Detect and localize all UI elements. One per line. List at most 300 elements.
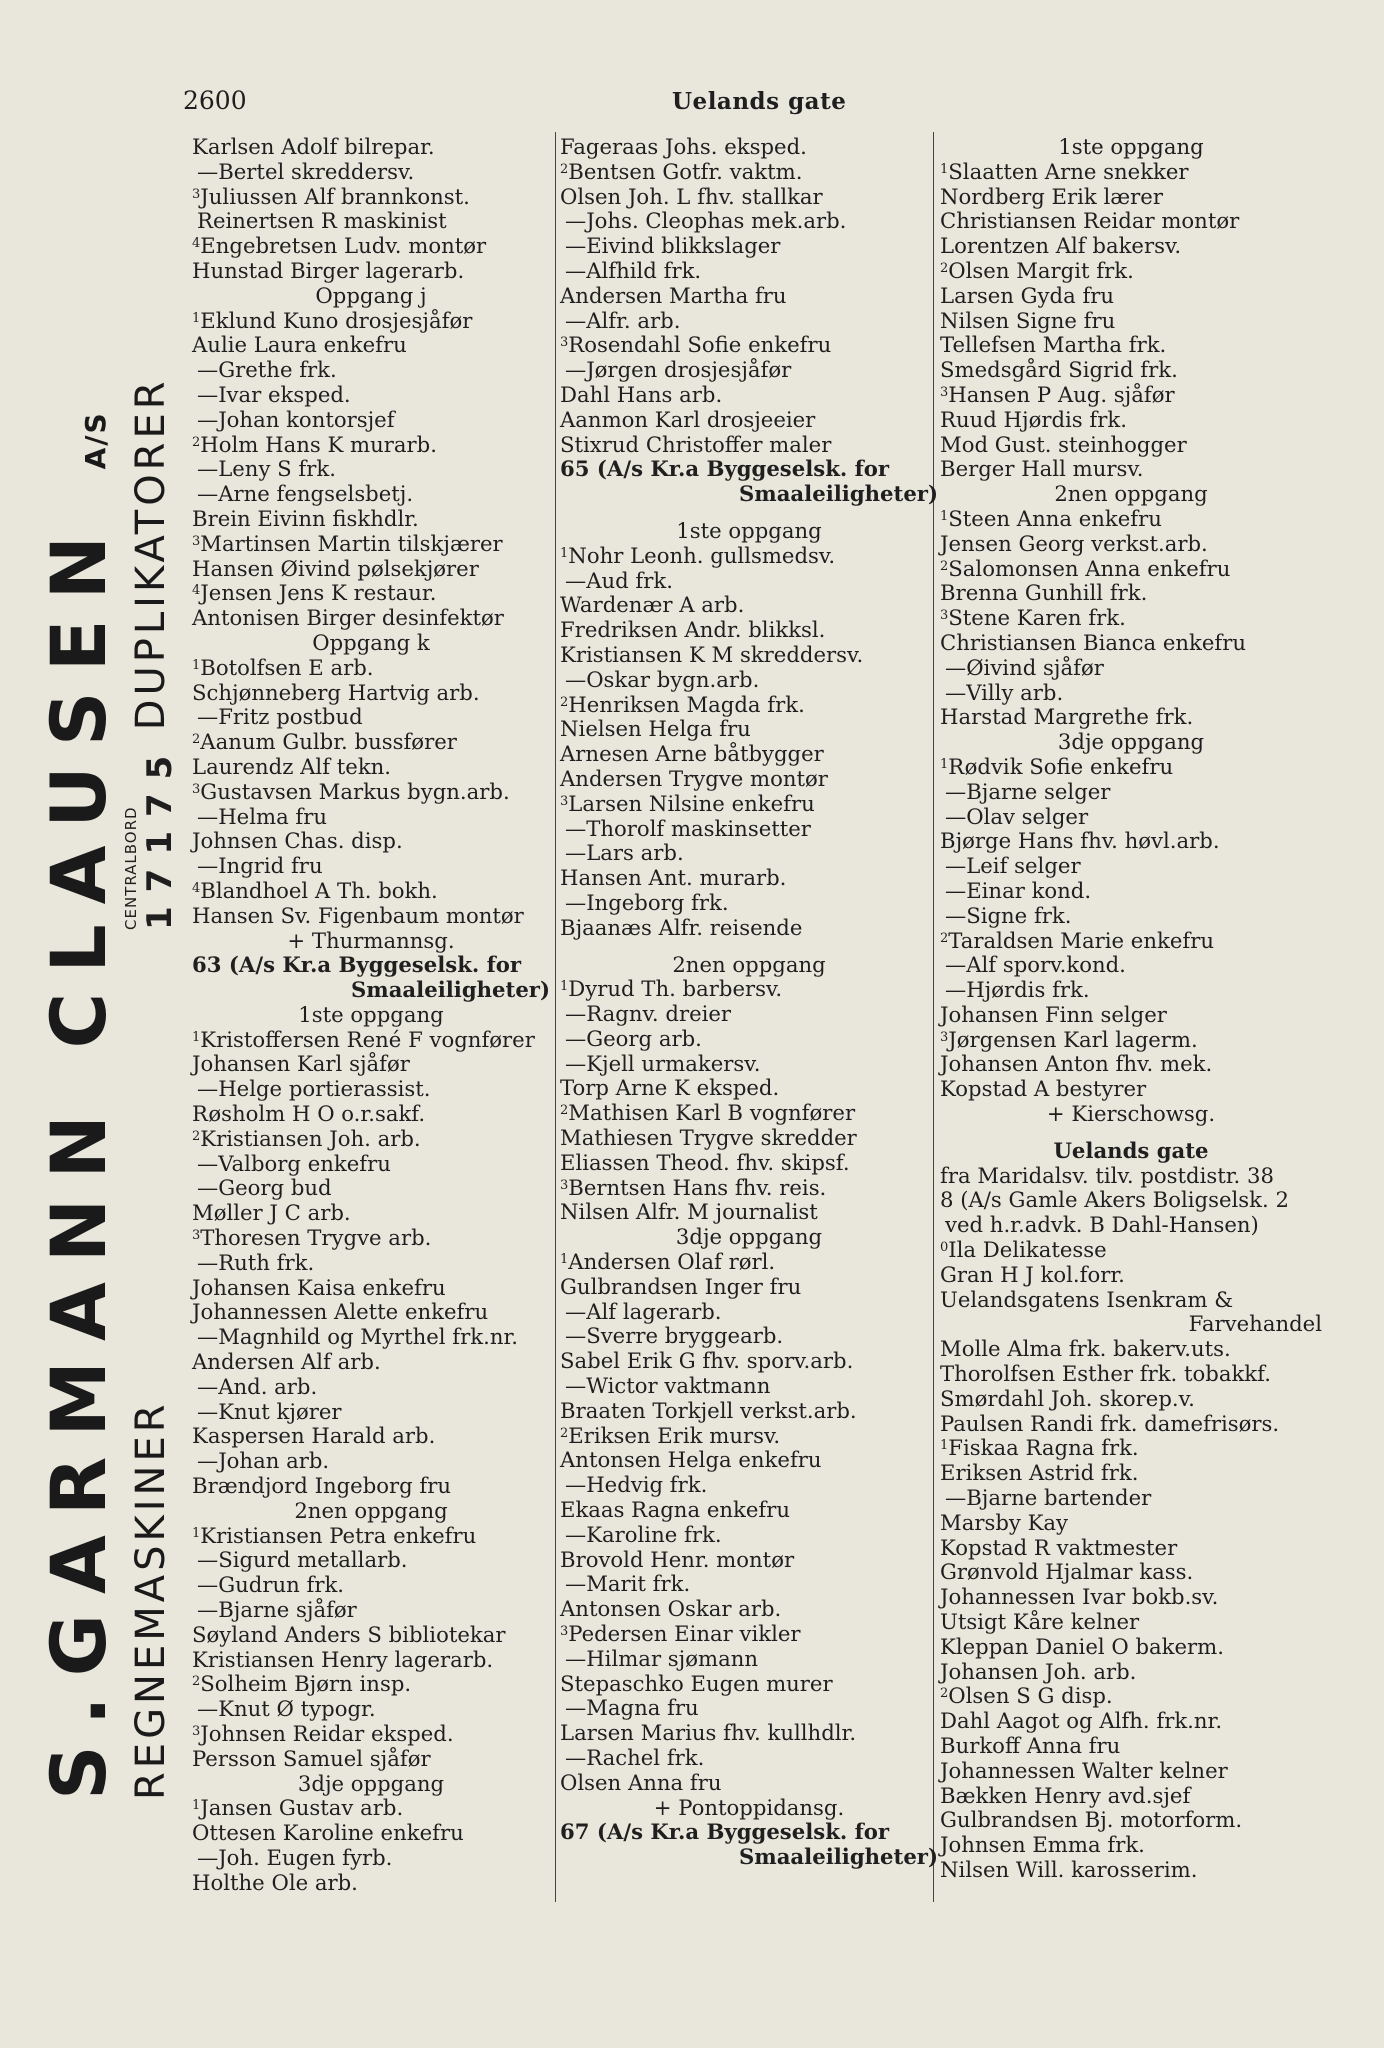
entry-text: Torp Arne K eksped. — [560, 1075, 780, 1101]
directory-entry — [192, 433, 550, 458]
entry-text: Paulsen Randi frk. damefrisørs. — [940, 1410, 1280, 1436]
entrance-marker: 1 — [192, 1798, 201, 1814]
entrance-marker: 1 — [192, 1525, 201, 1541]
directory-entry — [560, 1250, 938, 1275]
entry-text: Lorentzen Alf bakersv. — [940, 233, 1182, 259]
entrance-marker: 2 — [560, 1425, 569, 1441]
page-header: Uelands gate — [672, 88, 847, 115]
ad-product-2: DUPLIKATORER — [128, 377, 174, 731]
entry-text: Smaaleiligheter) — [350, 977, 550, 1003]
directory-entry — [560, 916, 938, 941]
directory-entry — [940, 1511, 1322, 1536]
entry-text: Molle Alma frk. bakerv.uts. — [940, 1336, 1231, 1362]
directory-entry — [192, 631, 550, 656]
entry-text: Smaaleiligheter) — [738, 481, 938, 507]
entry-text: —Aud frk. — [565, 567, 673, 593]
entrance-marker: 3 — [940, 384, 949, 400]
entry-text: —Johs. Cleophas mek.arb. — [565, 208, 847, 234]
entry-text: —Jørgen drosjesjåfør — [565, 357, 792, 383]
directory-entry — [192, 1226, 550, 1251]
directory-entry — [192, 1573, 550, 1598]
directory-entry — [192, 681, 550, 706]
entry-text: Persson Samuel sjåfør — [192, 1745, 431, 1771]
directory-entry — [192, 904, 550, 929]
directory-entry — [560, 519, 938, 544]
directory-entry — [192, 482, 550, 507]
directory-entry — [192, 730, 550, 755]
directory-entry — [940, 854, 1322, 879]
entry-text: Bentsen Gotfr. vaktm. — [568, 158, 803, 184]
directory-entry — [940, 1102, 1322, 1127]
directory-entry — [940, 1139, 1322, 1164]
entry-text: 1ste oppgang — [676, 517, 822, 543]
entry-text: —Johan arb. — [197, 1448, 330, 1474]
ad-name-part2: CLAUSEN — [34, 515, 123, 1049]
directory-entry — [940, 1387, 1322, 1412]
directory-entry — [940, 1164, 1322, 1189]
entry-text: Aanum Gulbr. bussfører — [200, 729, 457, 755]
directory-entry — [560, 544, 938, 569]
directory-entry — [940, 656, 1322, 681]
directory-entry — [192, 929, 550, 954]
directory-entry — [560, 1052, 938, 1077]
directory-entry — [192, 1499, 550, 1524]
entry-text: 8 (A/s Gamle Akers Boligselsk. 2 — [940, 1187, 1289, 1213]
directory-entry — [560, 433, 938, 458]
directory-entry — [192, 1325, 550, 1350]
entry-text: 2nen oppgang — [672, 951, 826, 977]
directory-entry — [560, 977, 938, 1002]
directory-entry — [560, 742, 938, 767]
directory-entry — [192, 1598, 550, 1623]
directory-entry — [940, 631, 1322, 656]
entry-text: Henriksen Magda frk. — [568, 691, 805, 717]
directory-entry — [560, 668, 938, 693]
directory-entry — [940, 1660, 1322, 1685]
ad-name-suffix: A/S — [79, 411, 112, 470]
entry-text: Thoresen Trygve arb. — [200, 1225, 432, 1251]
directory-entry — [560, 717, 938, 742]
entry-text: Eriksen Erik mursv. — [568, 1422, 781, 1448]
entry-text: Andersen Martha fru — [560, 282, 787, 308]
directory-entry — [940, 557, 1322, 582]
directory-entry — [192, 284, 550, 309]
directory-entry — [940, 581, 1322, 606]
directory-entry — [192, 1176, 550, 1201]
directory-entry — [940, 1734, 1322, 1759]
directory-entry — [560, 1473, 938, 1498]
entry-text: 1ste oppgang — [298, 1001, 444, 1027]
entrance-marker: 2 — [192, 1674, 201, 1690]
entry-text: Rødvik Sofie enkefru — [948, 753, 1174, 779]
entry-text: Bjaanæs Alfr. reisende — [560, 914, 803, 940]
entry-text: Thorolfsen Esther frk. tobakkf. — [940, 1361, 1271, 1387]
directory-entry — [192, 358, 550, 383]
entry-text: Stene Karen frk. — [948, 605, 1126, 631]
entry-text: —Signe frk. — [945, 902, 1072, 928]
entry-text: Kristiansen Henry lagerarb. — [192, 1646, 494, 1672]
entry-text: —Rachel frk. — [565, 1745, 705, 1770]
entry-text: —Magnhild og Myrthel frk.nr. — [197, 1324, 518, 1350]
entry-text: Smørdahl Joh. skorep.v. — [940, 1385, 1195, 1411]
ad-product-1: REGNEMASKINER — [128, 1400, 174, 1800]
entry-text: Utsigt Kåre kelner — [940, 1609, 1140, 1635]
entry-text: Smaaleiligheter) — [738, 1844, 938, 1870]
directory-entry — [192, 1424, 550, 1449]
entrance-marker: 4 — [192, 583, 201, 599]
advertisement-strip — [30, 280, 185, 1800]
directory-entry — [560, 135, 938, 160]
directory-entry — [192, 1623, 550, 1648]
entry-text: —Alf lagerarb. — [565, 1298, 722, 1324]
directory-entry — [560, 1696, 938, 1721]
directory-entry — [192, 1747, 550, 1772]
entry-text: —Hjørdis frk. — [945, 977, 1090, 1003]
directory-entry — [940, 1808, 1322, 1833]
entry-text: Stixrud Christoffer maler — [560, 431, 832, 457]
directory-entry — [192, 1127, 550, 1152]
directory-entry — [940, 978, 1322, 1003]
entrance-marker: 2 — [560, 694, 569, 710]
directory-column-2 — [560, 135, 938, 1870]
entry-text: Fredriksen Andr. blikksl. — [560, 617, 826, 643]
entry-text: —Fritz postbud — [197, 704, 363, 730]
entry-text: Johansen Finn selger — [940, 1001, 1167, 1027]
entry-text: Farvehandel — [1188, 1311, 1322, 1337]
page-number: 2600 — [183, 86, 247, 115]
entry-text: Botolfsen E arb. — [200, 654, 374, 680]
entry-text: Oppgang j — [315, 282, 427, 308]
entry-text: —Alfhild frk. — [565, 257, 702, 283]
entry-text: —Alf sporv.kond. — [945, 952, 1126, 978]
directory-entry — [560, 792, 938, 817]
entry-text: —Thorolf maskinsetter — [565, 815, 811, 841]
directory-entry — [192, 259, 550, 284]
entry-text: —Leif selger — [945, 853, 1081, 879]
directory-entry — [192, 1697, 550, 1722]
directory-entry — [560, 209, 938, 234]
directory-entry — [940, 160, 1322, 185]
entry-text: Hansen Ant. murarb. — [560, 865, 787, 891]
directory-entry — [560, 1771, 938, 1796]
directory-entry — [560, 618, 938, 643]
entry-text: —Gudrun frk. — [197, 1572, 345, 1598]
entrance-marker: 3 — [560, 793, 569, 809]
directory-entry — [940, 1585, 1322, 1610]
entry-text: Uelandsgatens Isenkram & — [940, 1286, 1234, 1312]
entrance-marker: 3 — [940, 608, 949, 624]
entry-text: 3dje oppgang — [675, 1224, 823, 1250]
entry-text: Mod Gust. steinhogger — [940, 431, 1187, 457]
entry-text: —Helge portierassist. — [197, 1076, 431, 1102]
entry-text: Johannessen Walter kelner — [940, 1757, 1228, 1783]
directory-entry — [940, 383, 1322, 408]
entry-text: Jansen Gustav arb. — [200, 1795, 404, 1821]
entry-text: —And. arb. — [197, 1373, 318, 1399]
directory-entry — [192, 1524, 550, 1549]
directory-entry — [560, 234, 938, 259]
directory-entry — [192, 1276, 550, 1301]
entry-text: Andersen Alf arb. — [192, 1349, 381, 1375]
directory-entry — [192, 1648, 550, 1673]
directory-entry — [940, 1759, 1322, 1784]
entry-text: Antonisen Birger desinfektør — [192, 605, 504, 631]
directory-entry — [192, 805, 550, 830]
directory-entry — [560, 1002, 938, 1027]
entrance-marker: 3 — [192, 1228, 201, 1244]
directory-entry — [192, 1350, 550, 1375]
directory-entry — [560, 1324, 938, 1349]
entry-text: Aanmon Karl drosjeeier — [560, 406, 816, 432]
entry-text: Schjønneberg Hartvig arb. — [192, 679, 480, 705]
directory-entry — [940, 1188, 1322, 1213]
directory-entry — [940, 1028, 1322, 1053]
directory-entry — [560, 284, 938, 309]
directory-entry — [560, 358, 938, 383]
directory-entry — [192, 1300, 550, 1325]
entry-text: 3dje oppgang — [297, 1770, 445, 1796]
entry-text: Rosendahl Sofie enkefru — [568, 332, 832, 358]
directory-entry — [560, 1027, 938, 1052]
directory-entry — [560, 593, 938, 618]
directory-entry — [940, 1486, 1322, 1511]
entrance-marker: 1 — [940, 756, 949, 772]
entry-text: —Valborg enkefru — [197, 1150, 391, 1176]
entry-text: ved h.r.advk. B Dahl-Hansen) — [945, 1212, 1259, 1238]
entry-text: Nielsen Helga fru — [560, 716, 751, 742]
entry-text: —Hilmar sjømann — [565, 1645, 759, 1671]
entry-text: —Villy arb. — [945, 679, 1064, 705]
directory-entry — [940, 829, 1322, 854]
entry-text: Kristoffersen René F vognfører — [200, 1026, 535, 1052]
directory-entry — [940, 1461, 1322, 1486]
entry-text: Johansen Anton fhv. mek. — [940, 1051, 1213, 1077]
directory-entry — [940, 209, 1322, 234]
entry-text: Johnsen Reidar eksped. — [200, 1721, 454, 1746]
directory-entry — [192, 1102, 550, 1127]
entry-text: Sabel Erik G fhv. sporv.arb. — [560, 1348, 854, 1374]
directory-entry — [560, 1597, 938, 1622]
directory-entry — [192, 160, 550, 185]
directory-entry — [940, 259, 1322, 284]
entry-text: Smedsgård Sigrid frk. — [940, 357, 1178, 383]
directory-entry — [560, 1647, 938, 1672]
entrance-marker: 1 — [192, 1029, 201, 1045]
entry-text: Mathisen Karl B vognfører — [568, 1100, 856, 1126]
entry-text: Laurendz Alf tekn. — [192, 753, 392, 779]
entrance-marker: 1 — [192, 657, 201, 673]
directory-entry — [192, 1052, 550, 1077]
entry-text: Holm Hans K murarb. — [200, 431, 437, 457]
directory-entry — [560, 1101, 938, 1126]
entry-text: —Georg bud — [197, 1175, 332, 1201]
directory-entry — [940, 1560, 1322, 1585]
entry-text: Gulbrandsen Inger fru — [560, 1273, 802, 1299]
directory-entry — [560, 333, 938, 358]
entry-text: Salomonsen Anna enkefru — [948, 555, 1231, 581]
directory-entry — [560, 1548, 938, 1573]
entry-text: Dahl Hans arb. — [560, 381, 723, 407]
entry-text: —Knut kjører — [197, 1398, 342, 1424]
directory-entry — [940, 234, 1322, 259]
directory-entry — [192, 705, 550, 730]
entry-text: —Hedvig frk. — [565, 1472, 708, 1498]
entry-text: Kleppan Daniel O bakerm. — [940, 1633, 1225, 1659]
entry-text: Jensen Jens K restaur. — [200, 580, 437, 606]
directory-entry — [192, 755, 550, 780]
directory-entry — [940, 1288, 1322, 1313]
directory-entry — [940, 1337, 1322, 1362]
entry-text: Engebretsen Ludv. montør — [200, 233, 487, 259]
directory-entry — [940, 953, 1322, 978]
entry-text: Eklund Kuno drosjesjåfør — [200, 307, 473, 333]
directory-entry — [560, 1225, 938, 1250]
directory-entry — [192, 507, 550, 532]
entry-text: Slaatten Arne snekker — [948, 158, 1189, 184]
directory-entry — [940, 482, 1322, 507]
entry-text: —Helma fru — [197, 803, 328, 829]
entry-text: Nordberg Erik lærer — [940, 183, 1163, 209]
directory-entry — [560, 817, 938, 842]
entrance-marker: 2 — [192, 1128, 201, 1144]
directory-entry — [940, 433, 1322, 458]
directory-entry — [560, 569, 938, 594]
entry-text: —Grethe frk. — [197, 357, 337, 383]
entry-text: Brein Eivinn fiskhdlr. — [192, 505, 419, 531]
directory-entry — [560, 767, 938, 792]
directory-entry — [940, 1077, 1322, 1102]
entry-text: Nilsen Alfr. M journalist — [560, 1199, 818, 1225]
entry-text: 67 (A/s Kr.a Byggeselsk. for — [560, 1819, 890, 1845]
entry-text: Larsen Marius fhv. kullhdlr. — [560, 1720, 857, 1746]
entry-text: 2nen oppgang — [294, 1497, 448, 1523]
entry-text: —Ingeborg frk. — [565, 889, 729, 915]
entry-text: Eriksen Astrid frk. — [940, 1460, 1139, 1486]
directory-column-3 — [940, 135, 1322, 1883]
entry-text: Holthe Ole arb. — [192, 1869, 358, 1895]
directory-entry — [940, 879, 1322, 904]
directory-entry — [192, 1672, 550, 1697]
directory-entry — [940, 1238, 1322, 1263]
ad-name-part1: S.GARMANN — [34, 1095, 123, 1800]
entry-text: Brenna Gunhill frk. — [940, 580, 1148, 606]
directory-entry — [560, 953, 938, 978]
entry-text: Olsen Margit frk. — [948, 257, 1134, 283]
directory-entry — [560, 1200, 938, 1225]
entry-text: Søyland Anders S bibliotekar — [192, 1621, 506, 1647]
entry-text: Steen Anna enkefru — [948, 505, 1162, 531]
entry-text: Jensen Georg verkst.arb. — [940, 530, 1208, 556]
entry-text: Kristiansen Petra enkefru — [200, 1522, 477, 1548]
entry-text: —Johan kontorsjef — [197, 406, 395, 432]
directory-entry — [192, 309, 550, 334]
directory-entry — [940, 1436, 1322, 1461]
directory-entry — [940, 1784, 1322, 1809]
entry-text: Kopstad R vaktmester — [940, 1534, 1178, 1560]
entry-text: Johannessen Ivar bokb.sv. — [940, 1584, 1219, 1610]
directory-entry — [560, 891, 938, 916]
directory-entry — [940, 904, 1322, 929]
entry-text: Fageraas Johs. eksped. — [560, 134, 807, 159]
entry-text: —Arne fengselsbetj. — [197, 481, 414, 507]
directory-entry — [940, 1709, 1322, 1734]
entry-text: —Ruth frk. — [197, 1249, 315, 1275]
directory-entry — [192, 1028, 550, 1053]
entry-text: Aulie Laura enkefru — [192, 332, 407, 358]
directory-entry — [940, 507, 1322, 532]
directory-entry — [192, 1003, 550, 1028]
directory-entry — [940, 705, 1322, 730]
entrance-marker: 3 — [192, 533, 201, 549]
entrance-marker: 2 — [940, 930, 949, 946]
entry-text: Johansen Kaisa enkefru — [192, 1274, 446, 1300]
entry-text: fra Maridalsv. tilv. postdistr. 38 — [940, 1162, 1274, 1188]
entry-text: 1ste oppgang — [1058, 134, 1204, 159]
directory-entry — [940, 1263, 1322, 1288]
directory-entry — [192, 829, 550, 854]
directory-entry — [560, 1076, 938, 1101]
entrance-marker: 3 — [940, 1029, 949, 1045]
directory-entry — [940, 135, 1322, 160]
entry-text: Johannessen Alette enkefru — [192, 1299, 489, 1325]
ad-company-name — [34, 280, 123, 1800]
entry-text: —Ragnv. dreier — [565, 1001, 732, 1027]
entry-text: Brovold Henr. montør — [560, 1546, 795, 1572]
directory-entry — [560, 1523, 938, 1548]
directory-entry — [192, 1772, 550, 1797]
entry-text: 63 (A/s Kr.a Byggeselsk. for — [192, 952, 522, 978]
directory-entry — [192, 408, 550, 433]
directory-entry — [940, 532, 1322, 557]
directory-entry — [192, 1375, 550, 1400]
directory-entry — [940, 606, 1322, 631]
entry-text: Bjørge Hans fhv. høvl.arb. — [940, 828, 1220, 854]
directory-entry — [940, 309, 1322, 334]
entrance-marker: 2 — [940, 260, 949, 276]
entry-text: Tellefsen Martha frk. — [940, 332, 1167, 358]
entry-text: —Bertel skreddersv. — [197, 158, 415, 184]
entrance-marker: 3 — [192, 186, 201, 202]
directory-entry — [940, 1312, 1322, 1337]
directory-entry — [192, 209, 550, 234]
entry-text: Karlsen Adolf bilrepar. — [192, 134, 435, 159]
entry-text: —Bjarne bartender — [945, 1485, 1152, 1511]
directory-entry — [560, 1374, 938, 1399]
entry-text: Antonsen Helga enkefru — [560, 1447, 822, 1473]
entry-text: —Alfr. arb. — [565, 307, 681, 333]
directory-entry — [192, 135, 550, 160]
directory-entry — [560, 693, 938, 718]
directory-entry — [192, 953, 550, 978]
directory-entry — [192, 457, 550, 482]
entry-text: Braaten Torkjell verkst.arb. — [560, 1397, 857, 1423]
entry-text: Andersen Olaf rørl. — [568, 1249, 776, 1275]
entry-text: Mathiesen Trygve skredder — [560, 1125, 857, 1151]
directory-entry — [560, 1424, 938, 1449]
entry-text: Olsen S G disp. — [948, 1683, 1113, 1709]
directory-entry — [192, 1474, 550, 1499]
entrance-marker: 4 — [192, 236, 201, 252]
column-divider — [555, 132, 556, 1902]
directory-entry — [560, 482, 938, 507]
entry-text: —Ingrid fru — [197, 853, 323, 879]
entry-text: Olsen Joh. L fhv. stallkar — [560, 183, 823, 209]
entry-text: Dyrud Th. barbersv. — [568, 976, 783, 1002]
entry-text: —Einar kond. — [945, 877, 1092, 903]
entrance-marker: 1 — [940, 1438, 949, 1454]
directory-entry — [192, 1548, 550, 1573]
entry-text: Johansen Karl sjåfør — [192, 1051, 410, 1077]
